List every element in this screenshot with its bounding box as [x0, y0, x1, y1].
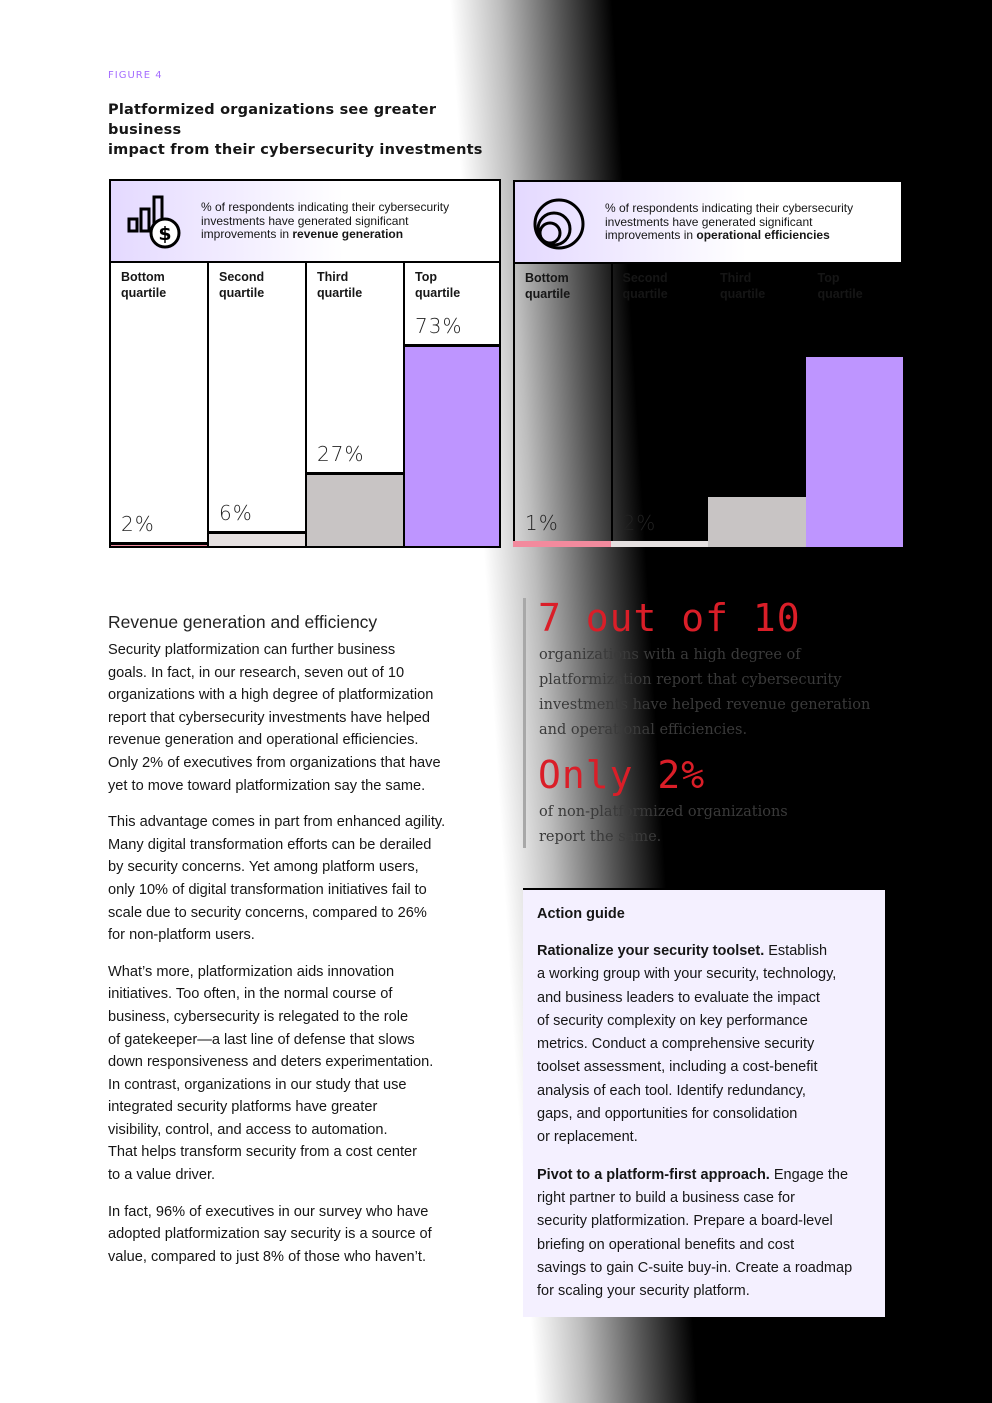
paragraph-line: This advantage comes in part from enhanced agility. [108, 814, 446, 831]
action-guide-box [523, 888, 885, 1317]
body-paragraph [108, 639, 488, 797]
paragraph-line: What’s more, platformization aids innovation [108, 963, 395, 980]
figure-title-line: impact from their cybersecurity investments [108, 142, 483, 158]
bar-bottom-quartile [109, 542, 209, 548]
stat-line: of non-platformized organizations [539, 804, 788, 820]
quartile-label-line: quartile [317, 286, 363, 300]
paragraph-line: revenue generation and operational efficiencies. [108, 732, 419, 749]
bar-value-label: 1% [525, 511, 559, 535]
stat-line: platformization report that cybersecurity [539, 672, 842, 688]
paragraph-line: by security concerns. Yet among platform users, [108, 859, 419, 876]
bar-top-quartile [806, 357, 904, 547]
column-frame [109, 263, 209, 544]
bar-value-label: 27% [317, 442, 365, 467]
quartile-label-line: Top [415, 270, 437, 284]
paragraph-line: Only 2% of executives from organizations that have [108, 754, 441, 771]
description-emphasis: revenue generation [292, 227, 404, 241]
bar-top-quartile [403, 344, 501, 548]
chart-description [201, 201, 449, 242]
item-line: right partner to build a business case for [537, 1189, 795, 1206]
quartile-label-line: Second [219, 270, 265, 284]
figure-label: FIGURE 4 [108, 70, 163, 81]
paragraph-line: In fact, 96% of executives in our survey who have [108, 1203, 429, 1220]
paragraph-line: business, cybersecurity is relegated to the role [108, 1008, 409, 1025]
item-first-line [537, 940, 871, 963]
item-line: security platformization. Prepare a board-level [537, 1213, 833, 1230]
paragraph-line: organizations with a high degree of platformization [108, 687, 434, 704]
description-line: improvements in [201, 227, 293, 241]
paragraph-line: scale due to security concerns, compared to 26% [108, 904, 427, 921]
quartile-label [121, 269, 166, 301]
body-paragraph [108, 961, 488, 1187]
body-paragraph [108, 811, 488, 947]
stat-line: report the same. [539, 829, 662, 845]
quartile-label-line: Second [622, 271, 668, 285]
quartile-label [623, 270, 668, 302]
article-section [108, 612, 488, 1282]
stat-line: organizations with a high degree of [539, 647, 801, 663]
quartile-label-line: Bottom [121, 270, 165, 284]
item-first-line [537, 1164, 871, 1187]
item-line: for scaling your security platform. [537, 1283, 750, 1300]
item-line: and business leaders to evaluate the impact [537, 989, 820, 1006]
description-line: % of respondents indicating their cybersecurity [605, 201, 854, 215]
column-frame [611, 264, 711, 543]
figure-title [108, 100, 488, 160]
paragraph-line: Security platformization can further business [108, 642, 396, 658]
description-emphasis: operational efficiencies [696, 228, 830, 242]
item-text: Establish [764, 943, 828, 959]
bar-value-label: 73% [415, 313, 463, 338]
action-guide-heading: Action guide [537, 906, 625, 922]
paragraph-line: integrated security platforms have greater [108, 1099, 378, 1116]
item-line: analysis of each tool. Identify redundancy, [537, 1082, 806, 1099]
chart-column [513, 264, 613, 547]
chart-column [806, 264, 904, 547]
bar-value-label: 6% [219, 501, 253, 526]
stat-big-number: Only 2% [538, 753, 706, 797]
paragraph-line: Many digital transformation efforts can be derailed [108, 836, 432, 853]
paragraph-line: of gatekeeper—a last line of defense that slows [108, 1031, 415, 1048]
chart-header [513, 180, 903, 264]
stat-description [539, 643, 870, 743]
paragraph-line: only 10% of digital transformation initiatives fail to [108, 881, 427, 898]
paragraph-line: initiatives. Too often, in the normal course of [108, 986, 393, 1003]
figure-title-line: Platformized organizations see greater business [108, 102, 437, 138]
paragraph-line: down responsiveness and deters experimentation. [108, 1054, 434, 1071]
description-line: % of respondents indicating their cybersecurity [201, 200, 450, 214]
quartile-label-line: quartile [415, 286, 461, 300]
bar-value-label: 2% [622, 511, 657, 535]
item-line: toolset assessment, including a cost-benefit [537, 1059, 818, 1076]
quartile-label [525, 270, 570, 302]
paragraph-line: value, compared to just 8% of those who haven’t. [108, 1248, 427, 1265]
quartile-label-line: Third [317, 270, 349, 284]
paragraph-line: yet to move toward platformization say the same. [108, 777, 426, 794]
bar-third-quartile [305, 472, 405, 548]
bar-bottom-quartile [513, 541, 613, 547]
description-line: investments have generated significant [605, 214, 813, 229]
stat-big-number: 7 out of 10 [538, 596, 801, 640]
chart-column [207, 263, 307, 548]
stat-line: and operational efficiencies. [539, 722, 748, 738]
item-title: Pivot to a platform-first approach. [537, 1166, 770, 1183]
operational-spiral-icon [531, 196, 587, 252]
revenue-chart-dollar-icon [127, 195, 183, 251]
quartile-label [219, 269, 264, 301]
item-line: briefing on operational benefits and cost [537, 1236, 795, 1253]
section-heading: Revenue generation and efficiency [108, 612, 378, 632]
paragraph-line: visibility, control, and access to automation. [108, 1121, 388, 1138]
quartile-label [720, 270, 765, 302]
item-line: or replacement. [537, 1129, 638, 1146]
stat-callout [523, 598, 896, 848]
description-line: improvements in [605, 228, 697, 242]
column-frame [207, 263, 307, 533]
quartile-label-line: Third [720, 271, 752, 285]
chart-column [109, 263, 209, 548]
bar-third-quartile [708, 497, 808, 547]
revenue-generation-chart [109, 179, 501, 548]
stat-line: investments have helped revenue generation [539, 697, 871, 713]
bar-value-label: 2% [121, 512, 155, 536]
paragraph-line: adopted platformization say security is a source of [108, 1226, 432, 1243]
column-frame [513, 264, 613, 543]
chart-header [109, 179, 501, 263]
paragraph-line: goals. In fact, in our research, seven out of 10 [108, 664, 405, 681]
quartile-label [818, 270, 863, 302]
operational-efficiencies-chart [513, 180, 903, 547]
quartile-label-line: quartile [219, 286, 265, 300]
action-guide-item [537, 1164, 871, 1304]
bar-second-quartile [207, 531, 307, 548]
stat-description [539, 800, 788, 850]
quartile-label [317, 269, 362, 301]
bar-second-quartile [611, 541, 711, 547]
item-line: gaps, and opportunities for consolidation [537, 1106, 798, 1123]
description-line: investments have generated significant [201, 213, 409, 228]
chart-column [708, 264, 808, 547]
item-text: Engage the [769, 1166, 849, 1183]
item-line: a working group with your security, technology, [537, 966, 837, 983]
quartile-label [415, 269, 460, 301]
paragraph-line: In contrast, organizations in our study that use [108, 1076, 407, 1093]
quartile-label-line: Top [817, 271, 840, 285]
item-title: Rationalize your security toolset. [537, 943, 765, 959]
paragraph-line: for non-platform users. [108, 927, 255, 944]
body-paragraph [108, 1201, 488, 1269]
quartile-label-line: quartile [525, 287, 571, 301]
quartile-label-line: quartile [622, 287, 668, 301]
chart-column [305, 263, 405, 548]
svg-text:$: $ [158, 223, 172, 245]
chart-description [605, 202, 853, 243]
quartile-label-line: quartile [817, 287, 863, 301]
item-line: savings to gain C-suite buy-in. Create a roadmap [537, 1259, 853, 1276]
chart-column [611, 264, 711, 547]
paragraph-line: That helps transform security from a cost center [108, 1144, 418, 1161]
chart-column [403, 263, 501, 548]
quartile-label-line: quartile [121, 286, 167, 300]
quartile-label-line: quartile [720, 287, 766, 301]
quartile-label-line: Bottom [525, 271, 569, 285]
item-line: of security complexity on key performance [537, 1012, 808, 1029]
item-line: metrics. Conduct a comprehensive security [537, 1036, 815, 1053]
paragraph-line: to a value driver. [108, 1167, 216, 1184]
action-guide-item [537, 940, 871, 1150]
paragraph-line: report that cybersecurity investments have helped [108, 709, 431, 726]
